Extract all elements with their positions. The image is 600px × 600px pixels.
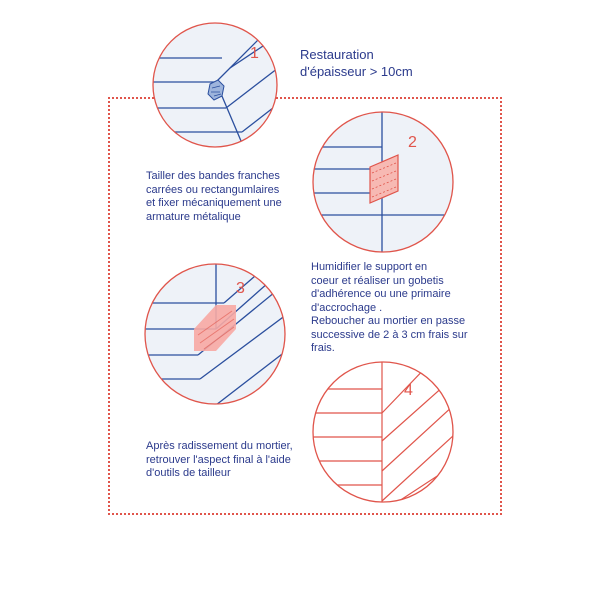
step-1-illustration — [152, 22, 278, 148]
step-number: 2 — [408, 134, 417, 151]
step-number: 4 — [404, 382, 413, 399]
step-number: 1 — [250, 45, 259, 62]
step-2-text: Humidifier le support en coeur et réaliser un gobetis d'adhérence ou une primaire d'accrochage . Reboucher au mortier en passe successive de 2 à 3 cm frais sur frais. — [311, 261, 468, 354]
step-1-text: Tailler des bandes franches carrées ou rectangumlaires et fixer mécaniquement une armature métalique — [146, 170, 282, 223]
step-3-illustration — [144, 263, 286, 405]
diagram-title: Restauration d'épaisseur > 10cm — [300, 47, 413, 79]
step-2-illustration — [312, 111, 454, 253]
step-number: 3 — [236, 280, 245, 297]
step-4-text: Après radissement du mortier, retrouver l'aspect final à l'aide d'outils de tailleur — [146, 440, 293, 479]
step-4-illustration — [312, 361, 454, 503]
